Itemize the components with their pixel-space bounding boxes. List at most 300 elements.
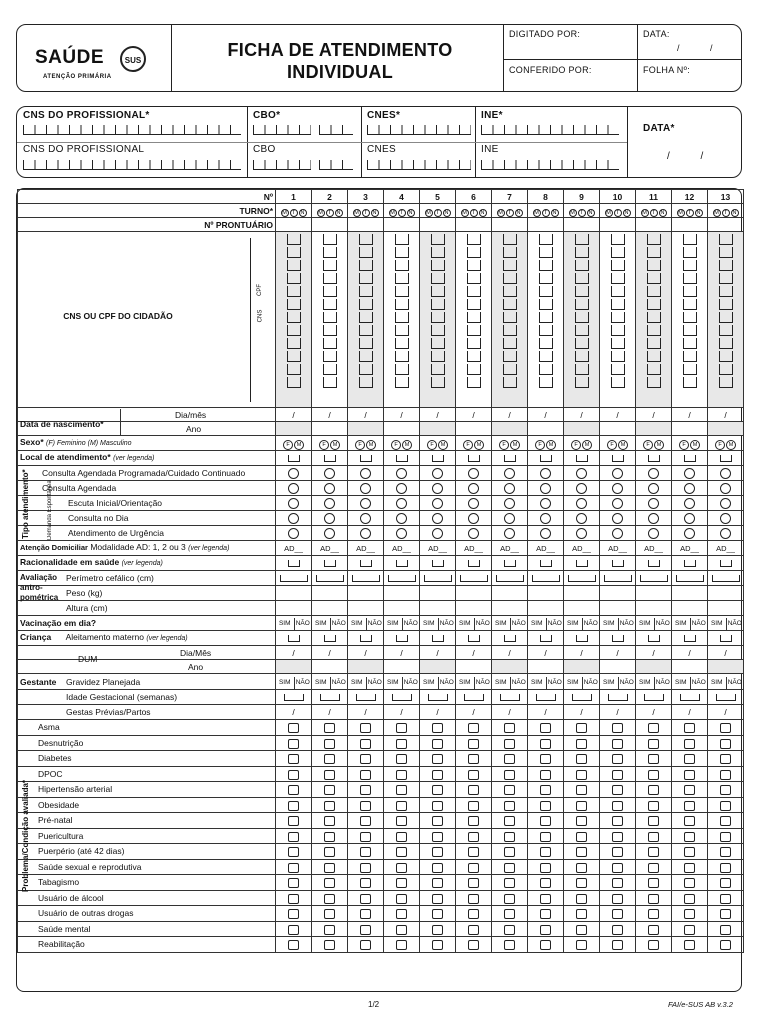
row-racionalidade-cell[interactable] <box>348 556 384 571</box>
tipo-radio-icon[interactable] <box>432 528 443 539</box>
problema-checkbox-icon[interactable] <box>504 816 515 826</box>
avaliacao-slot[interactable] <box>352 575 380 582</box>
row-problema-cell[interactable] <box>600 937 636 953</box>
gravidez-sim-option[interactable]: SIM <box>386 678 399 686</box>
problema-checkbox-icon[interactable] <box>324 878 335 888</box>
row-problema-cell[interactable] <box>672 720 708 736</box>
row-problema-cell[interactable] <box>456 735 492 751</box>
row-problema-cell[interactable] <box>312 720 348 736</box>
row-racionalidade-cell[interactable] <box>492 556 528 571</box>
cns-digit-slot[interactable] <box>719 312 733 323</box>
row-problema-cell[interactable] <box>600 859 636 875</box>
vacinacao-nao-option[interactable]: NÃO <box>438 618 456 630</box>
tipo-radio-icon[interactable] <box>396 513 407 524</box>
gravidez-nao-option[interactable]: NÃO <box>366 677 384 689</box>
tipo-radio-icon[interactable] <box>468 498 479 509</box>
problema-checkbox-icon[interactable] <box>288 754 299 764</box>
problema-checkbox-icon[interactable] <box>576 894 587 904</box>
row-local-cell[interactable] <box>636 451 672 466</box>
row-avaliacao-cell[interactable] <box>492 601 528 616</box>
avaliacao-slot[interactable] <box>604 575 632 582</box>
row-problema-cell[interactable] <box>636 735 672 751</box>
cns-digit-slot[interactable] <box>575 247 589 258</box>
problema-checkbox-icon[interactable] <box>396 739 407 749</box>
row-problema-cell[interactable] <box>636 890 672 906</box>
row-problema-cell[interactable] <box>420 921 456 937</box>
turno-option-icon[interactable]: T <box>578 209 586 217</box>
row-tipo-cell[interactable] <box>600 496 636 511</box>
tipo-radio-icon[interactable] <box>396 468 407 479</box>
problema-checkbox-icon[interactable] <box>360 940 371 950</box>
row-tipo-cell[interactable] <box>564 526 600 541</box>
problema-checkbox-icon[interactable] <box>648 770 659 780</box>
cns-digit-slot[interactable] <box>683 364 697 375</box>
row-prontuario-cell[interactable] <box>708 218 744 232</box>
vacinacao-sim-option[interactable]: SIM <box>422 620 435 627</box>
problema-checkbox-icon[interactable] <box>468 785 479 795</box>
tipo-radio-icon[interactable] <box>360 483 371 494</box>
cns-digit-slot[interactable] <box>359 247 373 258</box>
problema-checkbox-icon[interactable] <box>612 801 623 811</box>
cns-digit-slot[interactable] <box>431 364 445 375</box>
row-avaliacao-cell[interactable] <box>564 601 600 616</box>
row-problema-cell[interactable] <box>420 813 456 829</box>
row-problema-cell[interactable] <box>564 751 600 767</box>
row-avaliacao-cell[interactable] <box>492 586 528 601</box>
idade-gest-slot[interactable] <box>356 694 376 701</box>
row-crianca-cell[interactable] <box>384 631 420 646</box>
turno-option-icon[interactable]: M <box>282 209 287 216</box>
cns-digit-slot[interactable] <box>323 312 337 323</box>
row-problema-cell[interactable] <box>456 797 492 813</box>
row-problema-cell[interactable] <box>348 937 384 953</box>
row-nasc-dia-cell[interactable] <box>420 408 456 422</box>
avaliacao-slot[interactable] <box>280 575 308 582</box>
row-dum-cell[interactable] <box>672 646 708 660</box>
problema-checkbox-icon[interactable] <box>648 894 659 904</box>
problema-checkbox-icon[interactable] <box>288 847 299 857</box>
row-problema-cell[interactable] <box>636 782 672 798</box>
cns-digit-slot[interactable] <box>287 338 301 349</box>
row-avaliacao-cell[interactable] <box>384 586 420 601</box>
problema-checkbox-icon[interactable] <box>324 909 335 919</box>
turno-option-icon[interactable]: T <box>614 209 622 217</box>
turno-option-icon[interactable]: M <box>606 209 611 216</box>
row-gravidez-cell[interactable] <box>672 674 708 690</box>
racionalidade-slot[interactable] <box>720 560 732 567</box>
cns-digit-slot[interactable] <box>467 325 481 336</box>
row-problema-cell[interactable] <box>564 735 600 751</box>
problema-checkbox-icon[interactable] <box>648 925 659 935</box>
row-avaliacao-cell[interactable] <box>528 601 564 616</box>
problema-checkbox-icon[interactable] <box>324 940 335 950</box>
problema-checkbox-icon[interactable] <box>684 909 695 919</box>
problema-checkbox-icon[interactable] <box>396 801 407 811</box>
row-problema-cell[interactable] <box>708 921 744 937</box>
row-gravidez-cell[interactable] <box>492 674 528 690</box>
row-crianca-cell[interactable] <box>312 631 348 646</box>
tipo-radio-icon[interactable] <box>396 528 407 539</box>
turno-option-icon[interactable]: T <box>398 209 406 217</box>
aleitamento-slot[interactable] <box>648 635 660 642</box>
row-local-cell[interactable] <box>312 451 348 466</box>
turno-option-icon[interactable]: N <box>587 209 595 217</box>
cns-digit-slot[interactable] <box>539 286 553 297</box>
problema-checkbox-icon[interactable] <box>324 770 335 780</box>
turno-option-icon[interactable]: T <box>362 209 370 217</box>
row-racionalidade-cell[interactable] <box>600 556 636 571</box>
problema-checkbox-icon[interactable] <box>324 801 335 811</box>
gravidez-sim-option[interactable]: SIM <box>530 678 543 686</box>
row-avaliacao-cell[interactable] <box>348 586 384 601</box>
problema-checkbox-icon[interactable] <box>504 723 515 733</box>
problema-checkbox-icon[interactable] <box>576 816 587 826</box>
cns-digit-slot[interactable] <box>287 260 301 271</box>
aleitamento-slot[interactable] <box>540 635 552 642</box>
problema-checkbox-icon[interactable] <box>288 739 299 749</box>
racionalidade-slot[interactable] <box>288 560 300 567</box>
row-tipo-cell[interactable] <box>312 466 348 481</box>
cns-digit-slot[interactable] <box>539 351 553 362</box>
row-problema-cell[interactable] <box>420 875 456 891</box>
row-problema-cell[interactable] <box>348 921 384 937</box>
row-local-cell[interactable] <box>708 451 744 466</box>
problema-checkbox-icon[interactable] <box>396 770 407 780</box>
row-problema-cell[interactable] <box>384 751 420 767</box>
row-dum-ano-cell[interactable] <box>312 660 348 674</box>
problema-checkbox-icon[interactable] <box>684 739 695 749</box>
gravidez-sim-option[interactable]: SIM <box>314 678 327 686</box>
problema-checkbox-icon[interactable] <box>432 847 443 857</box>
problema-checkbox-icon[interactable] <box>288 723 299 733</box>
cns-digit-slot[interactable] <box>359 351 373 362</box>
row-problema-cell[interactable] <box>600 735 636 751</box>
tipo-radio-icon[interactable] <box>576 513 587 524</box>
cns-digit-slot[interactable] <box>611 286 625 297</box>
row-problema-cell[interactable] <box>312 906 348 922</box>
row-problema-cell[interactable] <box>348 859 384 875</box>
tipo-radio-icon[interactable] <box>684 498 695 509</box>
row-problema-cell[interactable] <box>456 844 492 860</box>
problema-checkbox-icon[interactable] <box>720 785 731 795</box>
row-problema-cell[interactable] <box>348 875 384 891</box>
row-problema-cell[interactable] <box>276 813 312 829</box>
vacinacao-sim-option[interactable]: SIM <box>710 620 723 627</box>
cns-digit-slot[interactable] <box>503 299 517 310</box>
ad-field[interactable]: AD__ <box>572 543 591 553</box>
row-tipo-cell[interactable] <box>384 526 420 541</box>
tipo-radio-icon[interactable] <box>576 498 587 509</box>
row-gravidez-cell[interactable] <box>348 674 384 690</box>
row-prontuario-cell[interactable] <box>420 218 456 232</box>
row-problema-cell[interactable] <box>600 720 636 736</box>
row-racionalidade-cell[interactable] <box>456 556 492 571</box>
cns-digit-slot[interactable] <box>575 377 589 388</box>
row-atencao-cell[interactable] <box>420 541 456 556</box>
aleitamento-slot[interactable] <box>360 635 372 642</box>
problema-checkbox-icon[interactable] <box>396 723 407 733</box>
idade-gest-slot[interactable] <box>572 694 592 701</box>
row-gestas-cell[interactable] <box>420 705 456 720</box>
row-nasc-ano-cell[interactable] <box>456 422 492 436</box>
cns-cell[interactable] <box>420 232 456 408</box>
cns-digit-slot[interactable] <box>431 325 445 336</box>
problema-checkbox-icon[interactable] <box>360 785 371 795</box>
row-gravidez-cell[interactable] <box>528 674 564 690</box>
row-tipo-cell[interactable] <box>456 526 492 541</box>
row-nasc-dia-cell[interactable] <box>564 408 600 422</box>
row-dum-ano-cell[interactable] <box>708 660 744 674</box>
cns-digit-slot[interactable] <box>575 351 589 362</box>
row-nasc-dia-cell[interactable] <box>312 408 348 422</box>
row-crianca-cell[interactable] <box>564 631 600 646</box>
turno-option-icon[interactable]: T <box>506 209 514 217</box>
problema-checkbox-icon[interactable] <box>324 785 335 795</box>
problema-checkbox-icon[interactable] <box>540 754 551 764</box>
vacinacao-nao-option[interactable]: NÃO <box>690 618 708 630</box>
cns-digit-slot[interactable] <box>719 351 733 362</box>
vacinacao-sim-option[interactable]: SIM <box>350 620 363 627</box>
turno-option-icon[interactable]: N <box>299 209 307 217</box>
problema-checkbox-icon[interactable] <box>360 847 371 857</box>
cns-profissional-input-2[interactable] <box>23 160 241 170</box>
cns-digit-slot[interactable] <box>647 325 661 336</box>
tipo-radio-icon[interactable] <box>648 528 659 539</box>
tipo-radio-icon[interactable] <box>720 468 731 479</box>
cns-digit-slot[interactable] <box>575 364 589 375</box>
row-sexo-cell[interactable] <box>600 436 636 451</box>
cns-cell[interactable] <box>672 232 708 408</box>
cns-digit-slot[interactable] <box>539 364 553 375</box>
problema-checkbox-icon[interactable] <box>540 785 551 795</box>
row-idade-gest-cell[interactable] <box>492 690 528 705</box>
row-vacinacao-cell[interactable] <box>456 616 492 631</box>
row-avaliacao-cell[interactable] <box>312 586 348 601</box>
row-tipo-cell[interactable] <box>492 496 528 511</box>
cns-digit-slot[interactable] <box>683 234 697 245</box>
tipo-radio-icon[interactable] <box>324 513 335 524</box>
row-problema-cell[interactable] <box>708 890 744 906</box>
aleitamento-slot[interactable] <box>288 635 300 642</box>
tipo-radio-icon[interactable] <box>360 498 371 509</box>
gravidez-nao-option[interactable]: NÃO <box>654 677 672 689</box>
sexo-option-icon[interactable]: F <box>643 440 653 450</box>
gestas-slash[interactable]: / <box>292 707 295 717</box>
row-problema-cell[interactable] <box>384 937 420 953</box>
row-racionalidade-cell[interactable] <box>276 556 312 571</box>
row-problema-cell[interactable] <box>600 782 636 798</box>
row-problema-cell[interactable] <box>708 782 744 798</box>
row-nasc-ano-cell[interactable] <box>528 422 564 436</box>
row-problema-cell[interactable] <box>456 751 492 767</box>
aleitamento-slot[interactable] <box>720 635 732 642</box>
cns-digit-slot[interactable] <box>719 338 733 349</box>
row-problema-cell[interactable] <box>348 751 384 767</box>
problema-checkbox-icon[interactable] <box>612 739 623 749</box>
aleitamento-slot[interactable] <box>504 635 516 642</box>
cns-digit-slot[interactable] <box>467 234 481 245</box>
racionalidade-slot[interactable] <box>684 560 696 567</box>
cns-digit-slot[interactable] <box>467 286 481 297</box>
row-tipo-cell[interactable] <box>528 481 564 496</box>
row-tipo-cell[interactable] <box>636 466 672 481</box>
row-gravidez-cell[interactable] <box>384 674 420 690</box>
date-slash[interactable]: / <box>472 409 475 420</box>
cns-digit-slot[interactable] <box>647 299 661 310</box>
row-tipo-cell[interactable] <box>312 511 348 526</box>
row-problema-cell[interactable] <box>312 813 348 829</box>
tipo-radio-icon[interactable] <box>288 498 299 509</box>
row-nasc-ano-cell[interactable] <box>636 422 672 436</box>
tipo-radio-icon[interactable] <box>360 528 371 539</box>
gravidez-sim-option[interactable]: SIM <box>674 678 687 686</box>
vacinacao-sim-option[interactable]: SIM <box>530 620 543 627</box>
row-problema-cell[interactable] <box>564 921 600 937</box>
row-idade-gest-cell[interactable] <box>312 690 348 705</box>
tipo-radio-icon[interactable] <box>612 468 623 479</box>
row-idade-gest-cell[interactable] <box>672 690 708 705</box>
row-nasc-dia-cell[interactable] <box>528 408 564 422</box>
cns-digit-slot[interactable] <box>431 260 445 271</box>
cns-digit-slot[interactable] <box>467 260 481 271</box>
cns-profissional-input[interactable] <box>23 125 241 135</box>
cns-digit-slot[interactable] <box>395 260 409 271</box>
problema-checkbox-icon[interactable] <box>576 863 587 873</box>
row-avaliacao-cell[interactable] <box>276 586 312 601</box>
row-avaliacao-cell[interactable] <box>456 601 492 616</box>
row-tipo-cell[interactable] <box>384 466 420 481</box>
row-avaliacao-cell[interactable] <box>348 601 384 616</box>
sexo-option-icon[interactable]: F <box>679 440 689 450</box>
problema-checkbox-icon[interactable] <box>324 832 335 842</box>
aleitamento-slot[interactable] <box>468 635 480 642</box>
sexo-option-icon[interactable]: M <box>474 440 484 450</box>
idade-gest-slot[interactable] <box>500 694 520 701</box>
row-tipo-cell[interactable] <box>528 511 564 526</box>
row-turno-cell[interactable] <box>456 204 492 218</box>
row-crianca-cell[interactable] <box>708 631 744 646</box>
problema-checkbox-icon[interactable] <box>432 940 443 950</box>
row-problema-cell[interactable] <box>348 797 384 813</box>
row-problema-cell[interactable] <box>564 844 600 860</box>
cns-digit-slot[interactable] <box>287 299 301 310</box>
row-dum-ano-cell[interactable] <box>384 660 420 674</box>
row-problema-cell[interactable] <box>672 890 708 906</box>
problema-checkbox-icon[interactable] <box>540 847 551 857</box>
row-turno-cell[interactable] <box>384 204 420 218</box>
row-dum-ano-cell[interactable] <box>348 660 384 674</box>
turno-option-icon[interactable]: T <box>290 209 298 217</box>
row-problema-cell[interactable] <box>348 766 384 782</box>
row-problema-cell[interactable] <box>456 813 492 829</box>
row-gestas-cell[interactable] <box>600 705 636 720</box>
row-tipo-cell[interactable] <box>276 526 312 541</box>
cns-digit-slot[interactable] <box>719 273 733 284</box>
cns-cell[interactable] <box>708 232 744 408</box>
tipo-radio-icon[interactable] <box>612 513 623 524</box>
gestas-slash[interactable]: / <box>328 707 331 717</box>
row-problema-cell[interactable] <box>708 751 744 767</box>
date-slash[interactable]: / <box>292 647 295 658</box>
local-slot[interactable] <box>360 455 372 462</box>
row-problema-cell[interactable] <box>672 921 708 937</box>
cns-digit-slot[interactable] <box>611 351 625 362</box>
tipo-radio-icon[interactable] <box>324 468 335 479</box>
date-slash[interactable]: / <box>688 409 691 420</box>
row-problema-cell[interactable] <box>636 751 672 767</box>
cns-digit-slot[interactable] <box>395 364 409 375</box>
cns-digit-slot[interactable] <box>647 377 661 388</box>
cns-digit-slot[interactable] <box>323 273 337 284</box>
cns-digit-slot[interactable] <box>575 299 589 310</box>
tipo-radio-icon[interactable] <box>684 468 695 479</box>
tipo-radio-icon[interactable] <box>432 468 443 479</box>
row-tipo-cell[interactable] <box>456 466 492 481</box>
row-problema-cell[interactable] <box>672 766 708 782</box>
ine-input[interactable] <box>481 125 619 135</box>
row-tipo-cell[interactable] <box>276 481 312 496</box>
tipo-radio-icon[interactable] <box>720 513 731 524</box>
row-tipo-cell[interactable] <box>420 466 456 481</box>
row-problema-cell[interactable] <box>420 766 456 782</box>
local-slot[interactable] <box>468 455 480 462</box>
cns-digit-slot[interactable] <box>503 325 517 336</box>
sexo-option-icon[interactable]: M <box>330 440 340 450</box>
problema-checkbox-icon[interactable] <box>684 816 695 826</box>
problema-checkbox-icon[interactable] <box>396 925 407 935</box>
row-tipo-cell[interactable] <box>528 526 564 541</box>
tipo-radio-icon[interactable] <box>396 498 407 509</box>
cns-digit-slot[interactable] <box>287 286 301 297</box>
row-tipo-cell[interactable] <box>384 496 420 511</box>
row-problema-cell[interactable] <box>348 782 384 798</box>
tipo-radio-icon[interactable] <box>288 528 299 539</box>
row-problema-cell[interactable] <box>384 782 420 798</box>
row-problema-cell[interactable] <box>672 813 708 829</box>
row-problema-cell[interactable] <box>564 797 600 813</box>
problema-checkbox-icon[interactable] <box>432 723 443 733</box>
row-racionalidade-cell[interactable] <box>384 556 420 571</box>
row-problema-cell[interactable] <box>672 797 708 813</box>
row-problema-cell[interactable] <box>420 782 456 798</box>
cns-digit-slot[interactable] <box>395 325 409 336</box>
row-racionalidade-cell[interactable] <box>672 556 708 571</box>
row-gravidez-cell[interactable] <box>636 674 672 690</box>
tipo-radio-icon[interactable] <box>612 528 623 539</box>
problema-checkbox-icon[interactable] <box>504 785 515 795</box>
row-sexo-cell[interactable] <box>708 436 744 451</box>
cns-digit-slot[interactable] <box>611 325 625 336</box>
problema-checkbox-icon[interactable] <box>612 723 623 733</box>
problema-checkbox-icon[interactable] <box>720 909 731 919</box>
row-problema-cell[interactable] <box>348 828 384 844</box>
tipo-radio-icon[interactable] <box>612 483 623 494</box>
row-tipo-cell[interactable] <box>672 511 708 526</box>
row-problema-cell[interactable] <box>312 844 348 860</box>
row-local-cell[interactable] <box>456 451 492 466</box>
sexo-option-icon[interactable]: F <box>463 440 473 450</box>
cns-digit-slot[interactable] <box>467 312 481 323</box>
idade-gest-slot[interactable] <box>284 694 304 701</box>
cns-digit-slot[interactable] <box>503 247 517 258</box>
sexo-option-icon[interactable]: F <box>607 440 617 450</box>
row-dum-cell[interactable] <box>276 646 312 660</box>
row-dum-ano-cell[interactable] <box>672 660 708 674</box>
problema-checkbox-icon[interactable] <box>396 894 407 904</box>
local-slot[interactable] <box>684 455 696 462</box>
row-atencao-cell[interactable] <box>564 541 600 556</box>
tipo-radio-icon[interactable] <box>576 483 587 494</box>
